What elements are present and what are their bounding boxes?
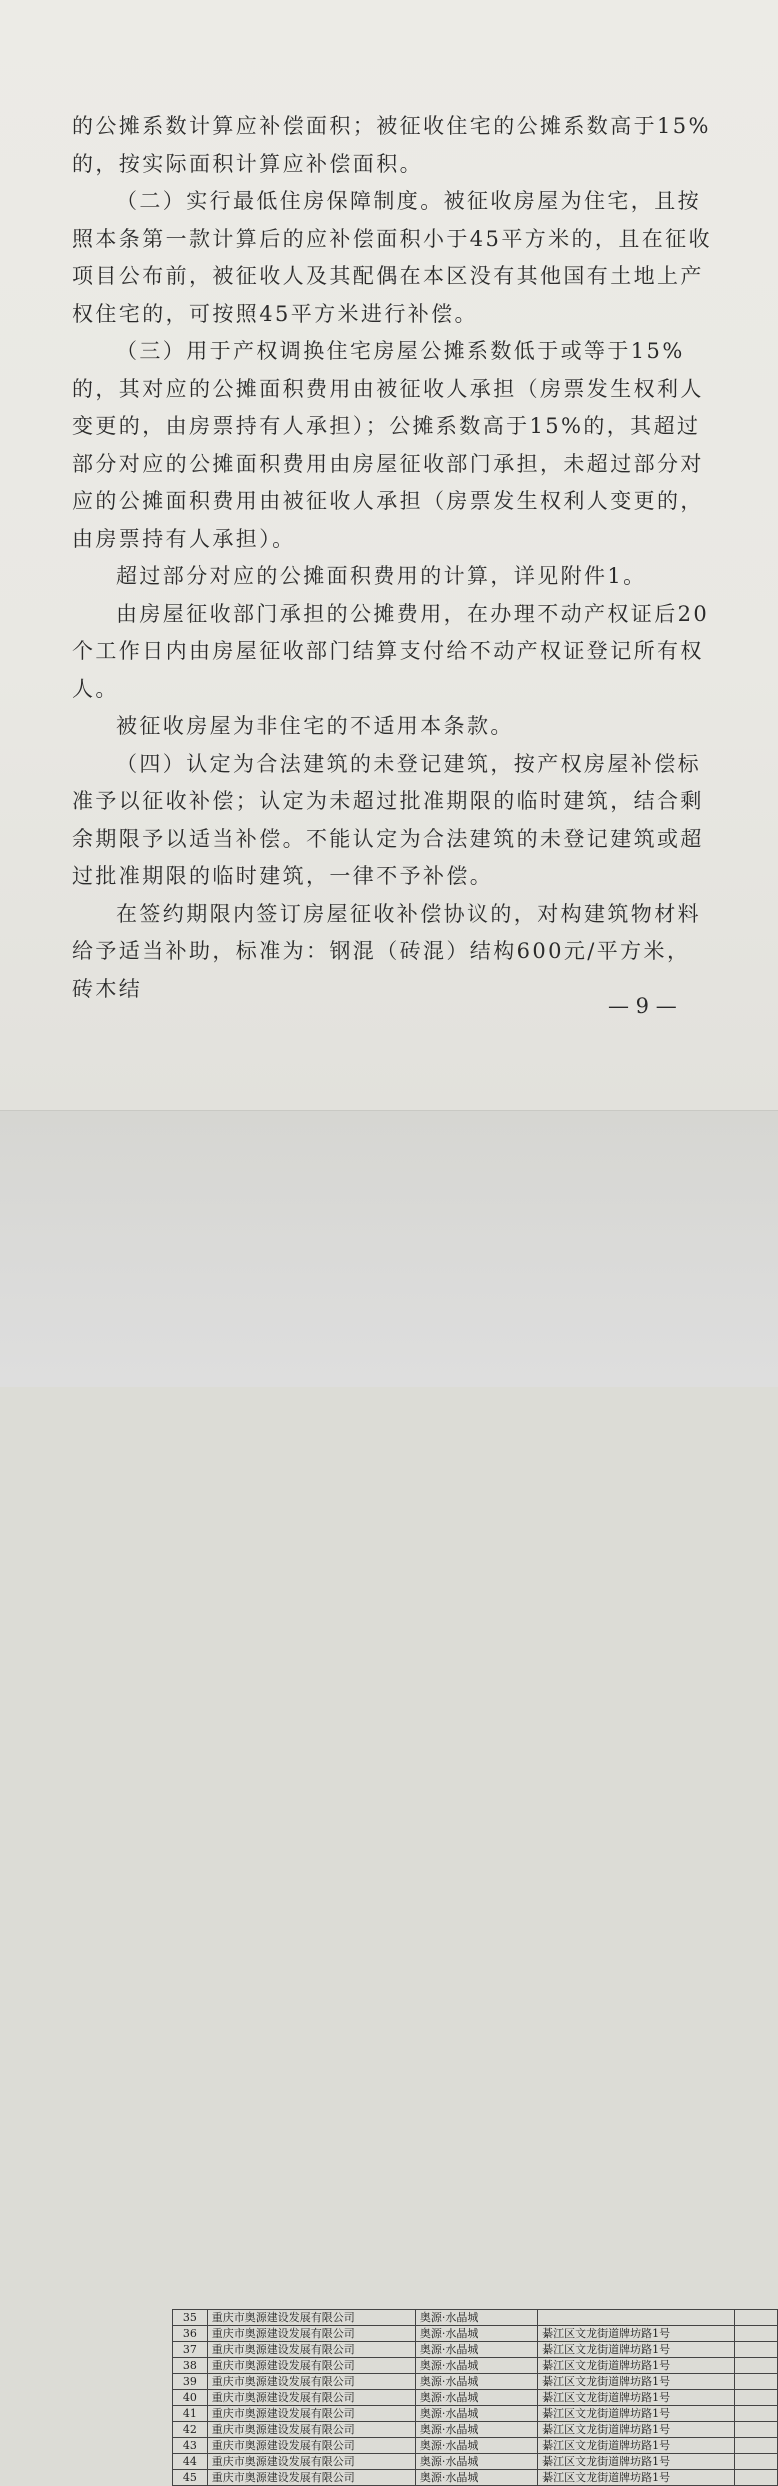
table-row: [173, 2438, 778, 2454]
company-cell: 重庆市奥源建设发展有限公司: [207, 2358, 415, 2374]
address-cell: [538, 2310, 735, 2326]
table-row: [173, 2326, 778, 2342]
project-cell: 奥源·水晶城: [415, 2390, 537, 2406]
company-cell: 重庆市奥源建设发展有限公司: [207, 2390, 415, 2406]
listing-table: [172, 2309, 778, 2486]
paragraph-settlement: 由房屋征收部门承担的公摊费用，在办理不动产权证后20个工作日内由房屋征收部门结算支付给不动产权证登记所有权人。: [72, 601, 710, 701]
address-cell: 綦江区文龙街道牌坊路1号: [538, 2422, 735, 2438]
extra-cell: [735, 2390, 778, 2406]
row-number: 41: [173, 2406, 208, 2422]
table-row: [173, 2470, 778, 2486]
address-cell: 綦江区文龙街道牌坊路1号: [538, 2390, 735, 2406]
row-number: 45: [173, 2470, 208, 2486]
project-cell: 奥源·水晶城: [415, 2438, 537, 2454]
address-cell: 綦江区文龙街道牌坊路1号: [538, 2438, 735, 2454]
company-cell: 重庆市奥源建设发展有限公司: [207, 2326, 415, 2342]
company-cell: 重庆市奥源建设发展有限公司: [207, 2454, 415, 2470]
paragraph-clause-3: （三）用于产权调换住宅房屋公摊系数低于或等于15%的，其对应的公摊面积费用由被征收人承担（房票发生权利人变更的，由房票持有人承担）；公摊系数高于15%的，其超过部分对应的公摊面积费用由房屋征收部门承担，未超过部分对应的公摊面积费用由被征收人承担（房票发生权利人变更的，由房票持有人承担）。: [72, 339, 704, 551]
project-cell: 奥源·水晶城: [415, 2406, 537, 2422]
address-cell: 綦江区文龙街道牌坊路1号: [538, 2358, 735, 2374]
row-number: 35: [173, 2310, 208, 2326]
row-number: 38: [173, 2358, 208, 2374]
address-cell: 綦江区文龙街道牌坊路1号: [538, 2342, 735, 2358]
project-cell: 奥源·水晶城: [415, 2310, 537, 2326]
project-cell: 奥源·水晶城: [415, 2342, 537, 2358]
page-number: — 9 —: [608, 994, 677, 1018]
extra-cell: [735, 2358, 778, 2374]
table-row: [173, 2342, 778, 2358]
table-row: [173, 2390, 778, 2406]
row-number: 39: [173, 2374, 208, 2390]
project-cell: 奥源·水晶城: [415, 2358, 537, 2374]
extra-cell: [735, 2438, 778, 2454]
table-row: [173, 2310, 778, 2326]
project-cell: 奥源·水晶城: [415, 2374, 537, 2390]
row-number: 43: [173, 2438, 208, 2454]
extra-cell: [735, 2406, 778, 2422]
address-cell: 綦江区文龙街道牌坊路1号: [538, 2374, 735, 2390]
underlying-sheet: [0, 1110, 778, 2484]
company-cell: 重庆市奥源建设发展有限公司: [207, 2310, 415, 2326]
paragraph-non-residential: 被征收房屋为非住宅的不适用本条款。: [116, 714, 514, 738]
table-row: [173, 2406, 778, 2422]
row-number: 42: [173, 2422, 208, 2438]
extra-cell: [735, 2470, 778, 2486]
project-cell: 奥源·水晶城: [415, 2326, 537, 2342]
page-body: [72, 108, 712, 1008]
row-number: 44: [173, 2454, 208, 2470]
address-cell: 綦江区文龙街道牌坊路1号: [538, 2454, 735, 2470]
paragraph-material-subsidy: 在签约期限内签订房屋征收补偿协议的，对构建筑物材料给予适当补助，标准为：钢混（砖混）结构600元/平方米，砖木结: [72, 901, 701, 1001]
table-row: [173, 2454, 778, 2470]
company-cell: 重庆市奥源建设发展有限公司: [207, 2422, 415, 2438]
table-row: [173, 2374, 778, 2390]
extra-cell: [735, 2326, 778, 2342]
company-cell: 重庆市奥源建设发展有限公司: [207, 2406, 415, 2422]
extra-cell: [735, 2342, 778, 2358]
paragraph-attachment-ref: 超过部分对应的公摊面积费用的计算，详见附件1。: [116, 564, 647, 588]
address-cell: 綦江区文龙街道牌坊路1号: [538, 2326, 735, 2342]
company-cell: 重庆市奥源建设发展有限公司: [207, 2438, 415, 2454]
project-cell: 奥源·水晶城: [415, 2470, 537, 2486]
paragraph-continuation: 的公摊系数计算应补偿面积；被征收住宅的公摊系数高于15%的，按实际面积计算应补偿面积。: [72, 114, 711, 176]
row-number: 40: [173, 2390, 208, 2406]
table-row: [173, 2358, 778, 2374]
row-number: 36: [173, 2326, 208, 2342]
paragraph-clause-4: （四）认定为合法建筑的未登记建筑，按产权房屋补偿标准予以征收补偿；认定为未超过批准期限的临时建筑，结合剩余期限予以适当补偿。不能认定为合法建筑的未登记建筑或超过批准期限的临时建筑，一律不予补偿。: [72, 751, 704, 888]
company-cell: 重庆市奥源建设发展有限公司: [207, 2470, 415, 2486]
address-cell: 綦江区文龙街道牌坊路1号: [538, 2406, 735, 2422]
document-page: [0, 0, 778, 1110]
address-cell: 綦江区文龙街道牌坊路1号: [538, 2470, 735, 2486]
row-number: 37: [173, 2342, 208, 2358]
company-cell: 重庆市奥源建设发展有限公司: [207, 2374, 415, 2390]
project-cell: 奥源·水晶城: [415, 2422, 537, 2438]
extra-cell: [735, 2454, 778, 2470]
company-cell: 重庆市奥源建设发展有限公司: [207, 2342, 415, 2358]
paragraph-clause-2: （二）实行最低住房保障制度。被征收房屋为住宅，且按照本条第一款计算后的应补偿面积小于45平方米的，且在征收项目公布前，被征收人及其配偶在本区没有其他国有土地上产权住宅的，可按照45平方米进行补偿。: [72, 189, 712, 326]
extra-cell: [735, 2310, 778, 2326]
extra-cell: [735, 2374, 778, 2390]
project-cell: 奥源·水晶城: [415, 2454, 537, 2470]
table-row: [173, 2422, 778, 2438]
extra-cell: [735, 2422, 778, 2438]
